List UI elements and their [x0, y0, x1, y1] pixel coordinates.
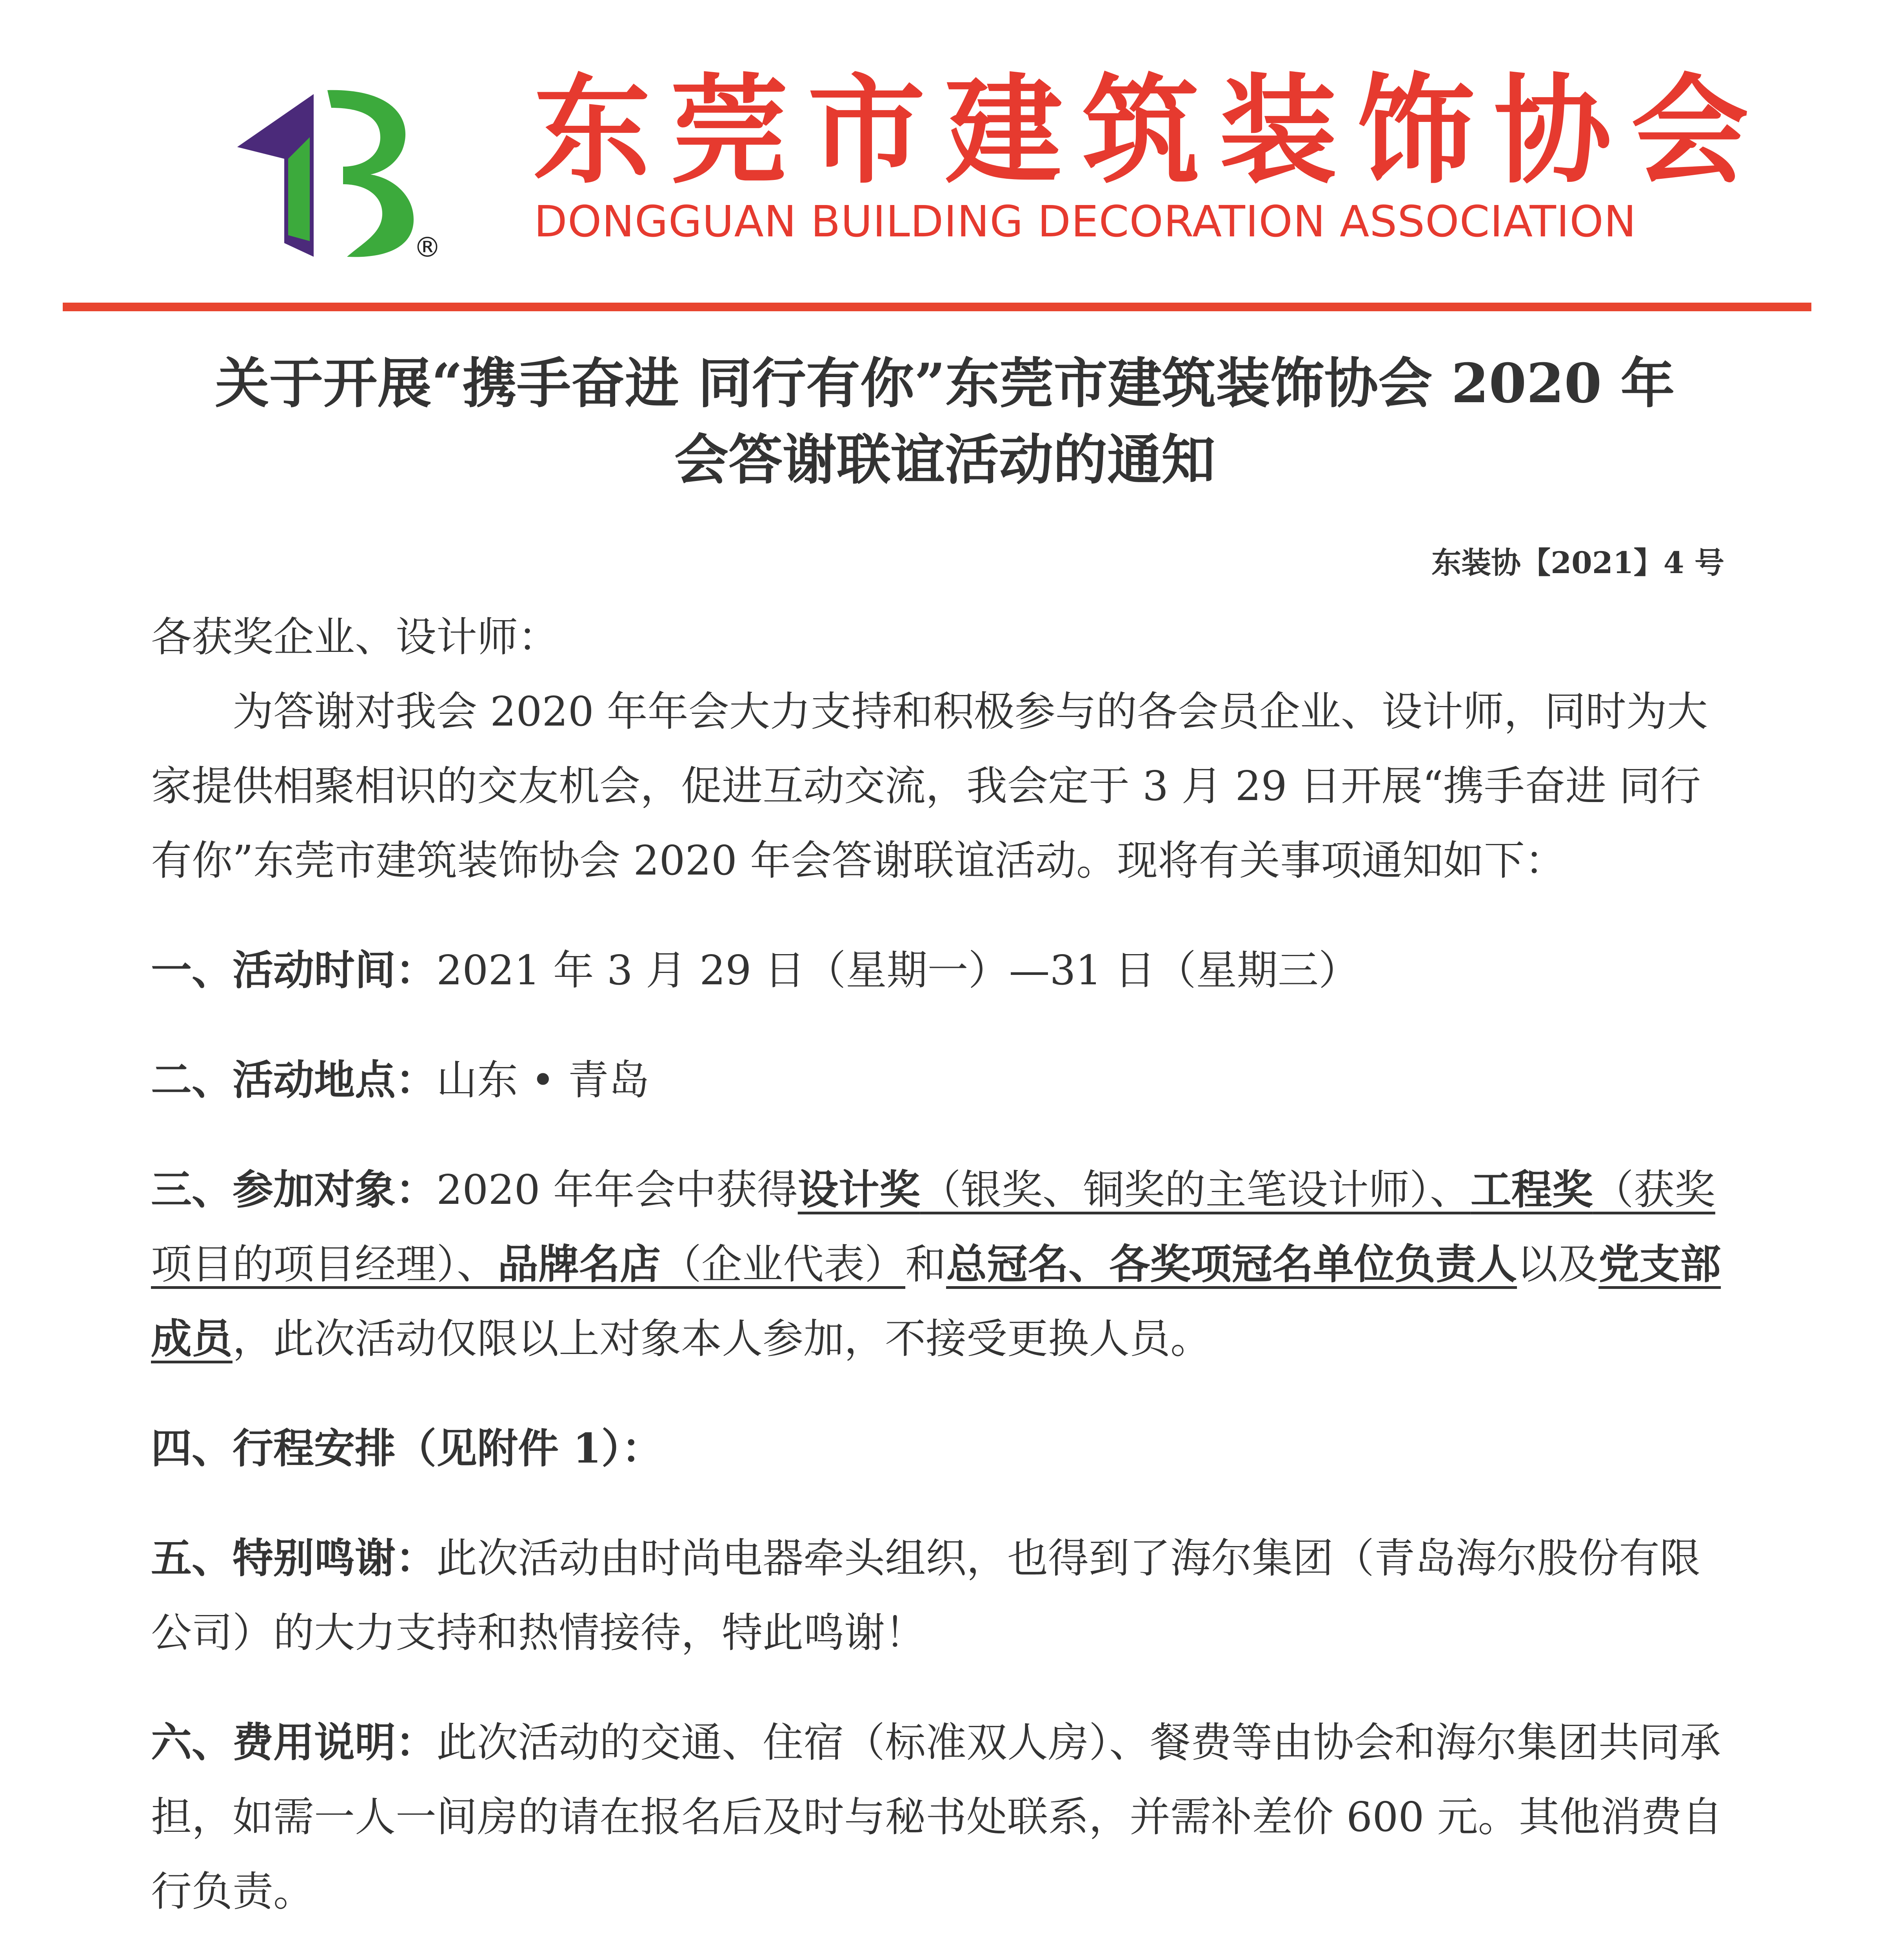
- participants-text-2: （银奖、铜奖的主笔设计师）、: [920, 1166, 1471, 1214]
- participants-text-1: 2020 年年会中获得: [436, 1166, 798, 1214]
- logo-13-icon: [229, 78, 441, 259]
- sponsor-leaders: 总冠名、各奖项冠名单位负责人: [946, 1240, 1517, 1288]
- association-logo: [229, 78, 441, 259]
- section-thanks-text: 此次活动由时尚电器牵头组织，也得到了海尔集团（青岛海尔股份有限公司）的大力支持和热情接待，特此鸣谢！: [151, 1534, 1701, 1657]
- registered-mark: ®: [414, 231, 441, 259]
- section-thanks-label: 五、特别鸣谢：: [151, 1534, 437, 1582]
- title-line-2: 会答谢联谊活动的通知: [674, 428, 1215, 492]
- section-costs: [151, 1705, 1725, 1929]
- section-itinerary: 四、行程安排（见附件 1）：: [151, 1424, 663, 1472]
- section-time: [151, 933, 1725, 1007]
- document-number: 东装协【2021】4 号: [1431, 545, 1724, 580]
- participants-text-4: （企业代表）: [661, 1240, 906, 1288]
- section-location-text: 山东 • 青岛: [436, 1056, 650, 1104]
- notice-body: [151, 600, 1725, 1960]
- participants-text-6: 以及: [1517, 1240, 1599, 1288]
- section-participants: [151, 1152, 1725, 1376]
- section-location: [151, 1043, 1725, 1117]
- title-line-1: 关于开展“携手奋进 同行有你”东莞市建筑装饰协会 2020 年: [215, 351, 1675, 415]
- section-costs-text: 此次活动的交通、住宿（标准双人房）、餐费等由协会和海尔集团共同承担，如需一人一间房的请在报名后及时与秘书处联系，并需补差价 600 元。其他消费自行负责。: [151, 1719, 1723, 1915]
- association-name-cn: 东莞市建筑装饰协会: [533, 63, 1768, 200]
- intro-paragraph: 为答谢对我会 2020 年年会大力支持和积极参与的各会员企业、设计师，同时为大家提供相聚相识的交友机会，促进互动交流，我会定于 3 月 29 日开展“携手奋进 同行有你”东莞市建筑装饰协会 2020 年会答谢联谊活动。现将有关事项通知如下：: [151, 688, 1708, 884]
- section-time-label: 一、活动时间：: [151, 946, 437, 994]
- section-thanks: [151, 1521, 1725, 1670]
- participants-text-7: ，此次活动仅限以上对象本人参加，不接受更换人员。: [232, 1315, 1212, 1363]
- section-location-label: 二、活动地点：: [151, 1056, 437, 1104]
- participants-text-3: （获奖项目的项目经理）、: [151, 1166, 1715, 1288]
- association-name-en: DONGGUAN BUILDING DECORATION ASSOCIATION: [534, 196, 1637, 247]
- section-costs-label: 六、费用说明：: [151, 1718, 437, 1766]
- notice-title: [149, 345, 1741, 498]
- header-divider: [63, 303, 1811, 311]
- section-time-text: 2021 年 3 月 29 日（星期一）—31 日（星期三）: [436, 946, 1359, 994]
- design-award: 设计奖: [797, 1165, 920, 1214]
- brand-store: 品牌名店: [498, 1240, 661, 1288]
- party-branch-members: 党支部成员: [151, 1240, 1721, 1363]
- participants-text-5: 和: [905, 1240, 946, 1288]
- salutation: 各获奖企业、设计师：: [151, 613, 559, 661]
- section-participants-label: 三、参加对象：: [151, 1165, 437, 1214]
- engineering-award: 工程奖: [1470, 1165, 1593, 1214]
